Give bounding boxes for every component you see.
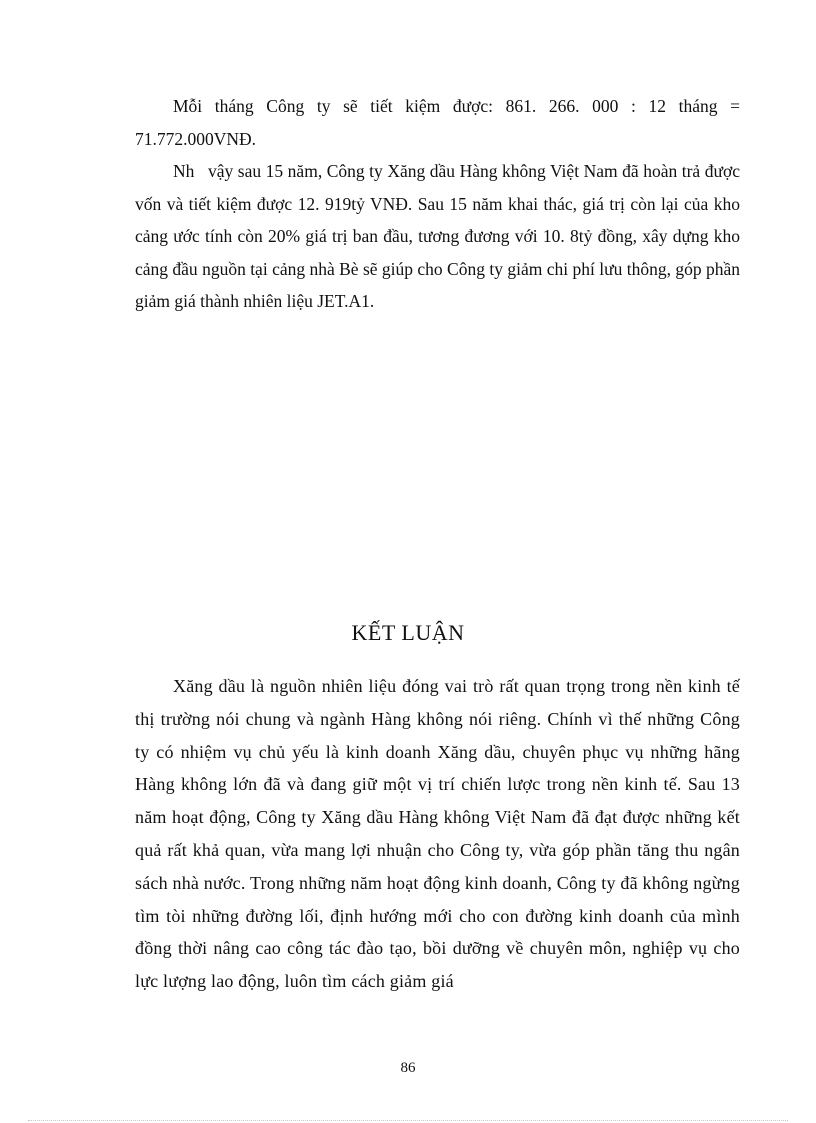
page-bottom-rule xyxy=(28,1120,788,1121)
paragraph-conclusion xyxy=(135,670,740,998)
paragraph-text: Nh vậy sau 15 năm, Công ty Xăng dầu Hàng không Việt Nam đã hoàn trả được vốn và tiết kiệm được 12. 919tỷ VNĐ. Sau 15 năm khai thác, giá trị còn lại của kho cảng ước tính còn 20% giá trị ban đầu, tương đương với 10. 8tỷ đồng, xây dựng kho cảng đầu nguồn tại cảng nhà Bè sẽ giúp cho Công ty giảm chi phí lưu thông, góp phần giảm giá thành nhiên liệu JET.A1. xyxy=(135,161,745,311)
paragraph-text: Xăng dầu là nguồn nhiên liệu đóng vai trò rất quan trọng trong nền kinh tế thị trường nói chung và ngành Hàng không nói riêng. Chính vì thế những Công ty có nhiệm vụ chủ yếu là kinh doanh Xăng dầu, chuyên phục vụ những hãng Hàng không lớn đã và đang giữ một vị trí chiến lược trong nền kinh tế. Sau 13 năm hoạt động, Công ty Xăng dầu Hàng không Việt Nam đã đạt được những kết quả rất khả quan, vừa mang lợi nhuận cho Công ty, vừa góp phần tăng thu ngân sách nhà nước. Trong những năm hoạt động kinh doanh, Công ty đã không ngừng tìm tòi những đường lối, định hướng mới cho con đường kinh doanh của mình đồng thời nâng cao công tác đào tạo, bồi dưỡng về chuyên môn, nghiệp vụ cho lực lượng lao động, luôn tìm cách giảm giá xyxy=(135,676,740,992)
paragraph-payback-summary xyxy=(135,155,745,318)
section-heading: KẾT LUẬN xyxy=(351,620,465,645)
paragraph-monthly-savings xyxy=(135,90,740,155)
page-number: 86 xyxy=(400,1060,416,1076)
paragraph-text: Mỗi tháng Công ty sẽ tiết kiệm được: 861. 266. 000 : 12 tháng = 71.772.000VNĐ. xyxy=(135,96,740,149)
